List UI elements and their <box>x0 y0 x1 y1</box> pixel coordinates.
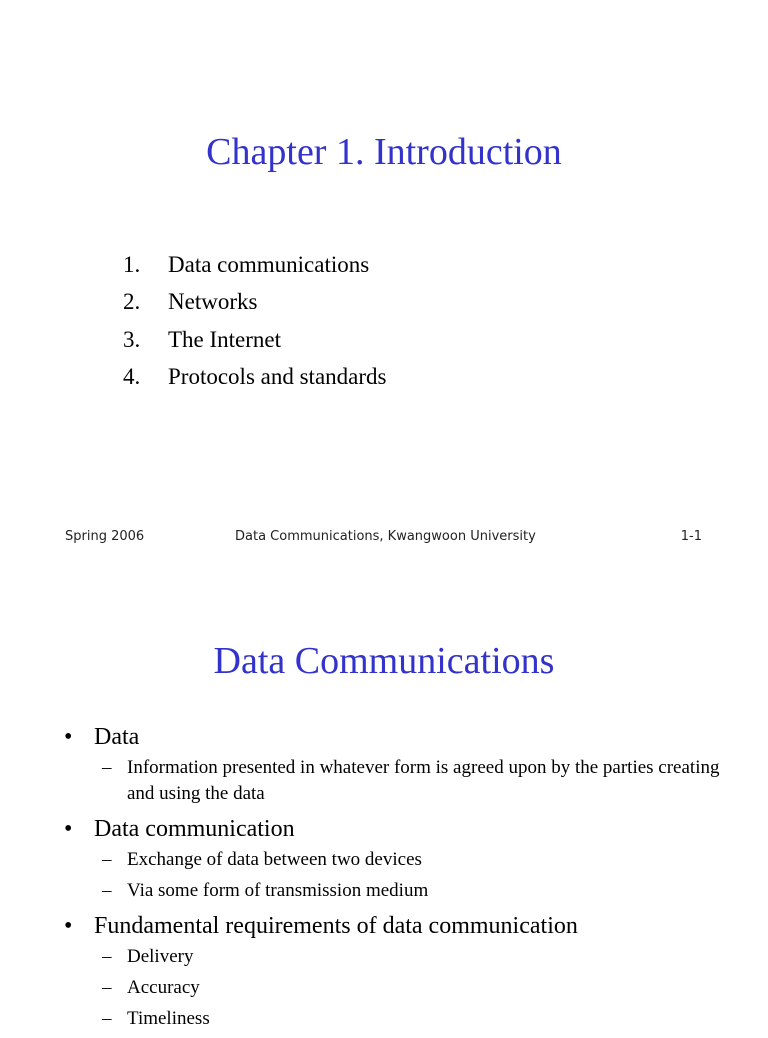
sub-item <box>102 847 744 873</box>
slide-title: Chapter 1. Introduction <box>206 131 562 173</box>
bullet-item <box>64 910 744 1032</box>
sub-item-text: Timeliness <box>127 1008 210 1029</box>
sub-item-text: Delivery <box>127 946 194 967</box>
bullet-item <box>64 721 744 807</box>
topic-item <box>123 321 386 358</box>
sub-item <box>102 755 744 807</box>
sub-item-text: Information presented in whatever form is agreed upon by the parties creating and using the data <box>127 757 720 804</box>
bullet-text: Fundamental requirements of data communication <box>94 913 578 939</box>
bullet-list <box>64 721 744 1038</box>
bullet-marker: • <box>64 724 73 750</box>
topic-item <box>123 283 386 320</box>
bullet-marker: • <box>64 816 73 842</box>
dash-marker: – <box>102 977 112 998</box>
bullet-item <box>64 813 744 904</box>
dash-marker: – <box>102 946 112 967</box>
dash-marker: – <box>102 880 112 901</box>
topic-number: 3. <box>123 326 141 352</box>
sub-item <box>102 975 744 1001</box>
footer-course: Data Communications, Kwangwoon University <box>235 529 536 544</box>
topic-number: 4. <box>123 363 141 389</box>
bullet-text: Data communication <box>94 816 295 842</box>
topic-number: 1. <box>123 252 141 277</box>
sub-item <box>102 878 744 904</box>
sub-list <box>102 847 744 904</box>
sub-list <box>102 755 744 807</box>
sub-item <box>102 1006 744 1032</box>
dash-marker: – <box>102 1008 112 1029</box>
topic-item <box>123 358 386 395</box>
sub-list <box>102 944 744 1032</box>
slide-title: Data Communications <box>213 640 555 682</box>
topic-list <box>123 246 386 395</box>
sub-item-text: Accuracy <box>127 977 200 998</box>
bullet-marker: • <box>64 913 73 939</box>
bullet-text: Data <box>94 724 140 750</box>
topic-text: Networks <box>168 289 258 315</box>
sub-item-text: Via some form of transmission medium <box>127 880 429 901</box>
topic-text: The Internet <box>168 326 282 352</box>
topic-item <box>123 246 386 283</box>
sub-item <box>102 944 744 970</box>
topic-number: 2. <box>123 289 141 315</box>
dash-marker: – <box>102 849 112 870</box>
dash-marker: – <box>102 757 112 778</box>
footer-page-number: 1-1 <box>680 529 702 544</box>
slide-footer <box>0 529 768 549</box>
topic-text: Protocols and standards <box>168 363 387 389</box>
topic-text: Data communications <box>168 252 370 277</box>
footer-term: Spring 2006 <box>65 529 145 544</box>
sub-item-text: Exchange of data between two devices <box>127 849 422 870</box>
slide-data-communications <box>0 575 768 1029</box>
